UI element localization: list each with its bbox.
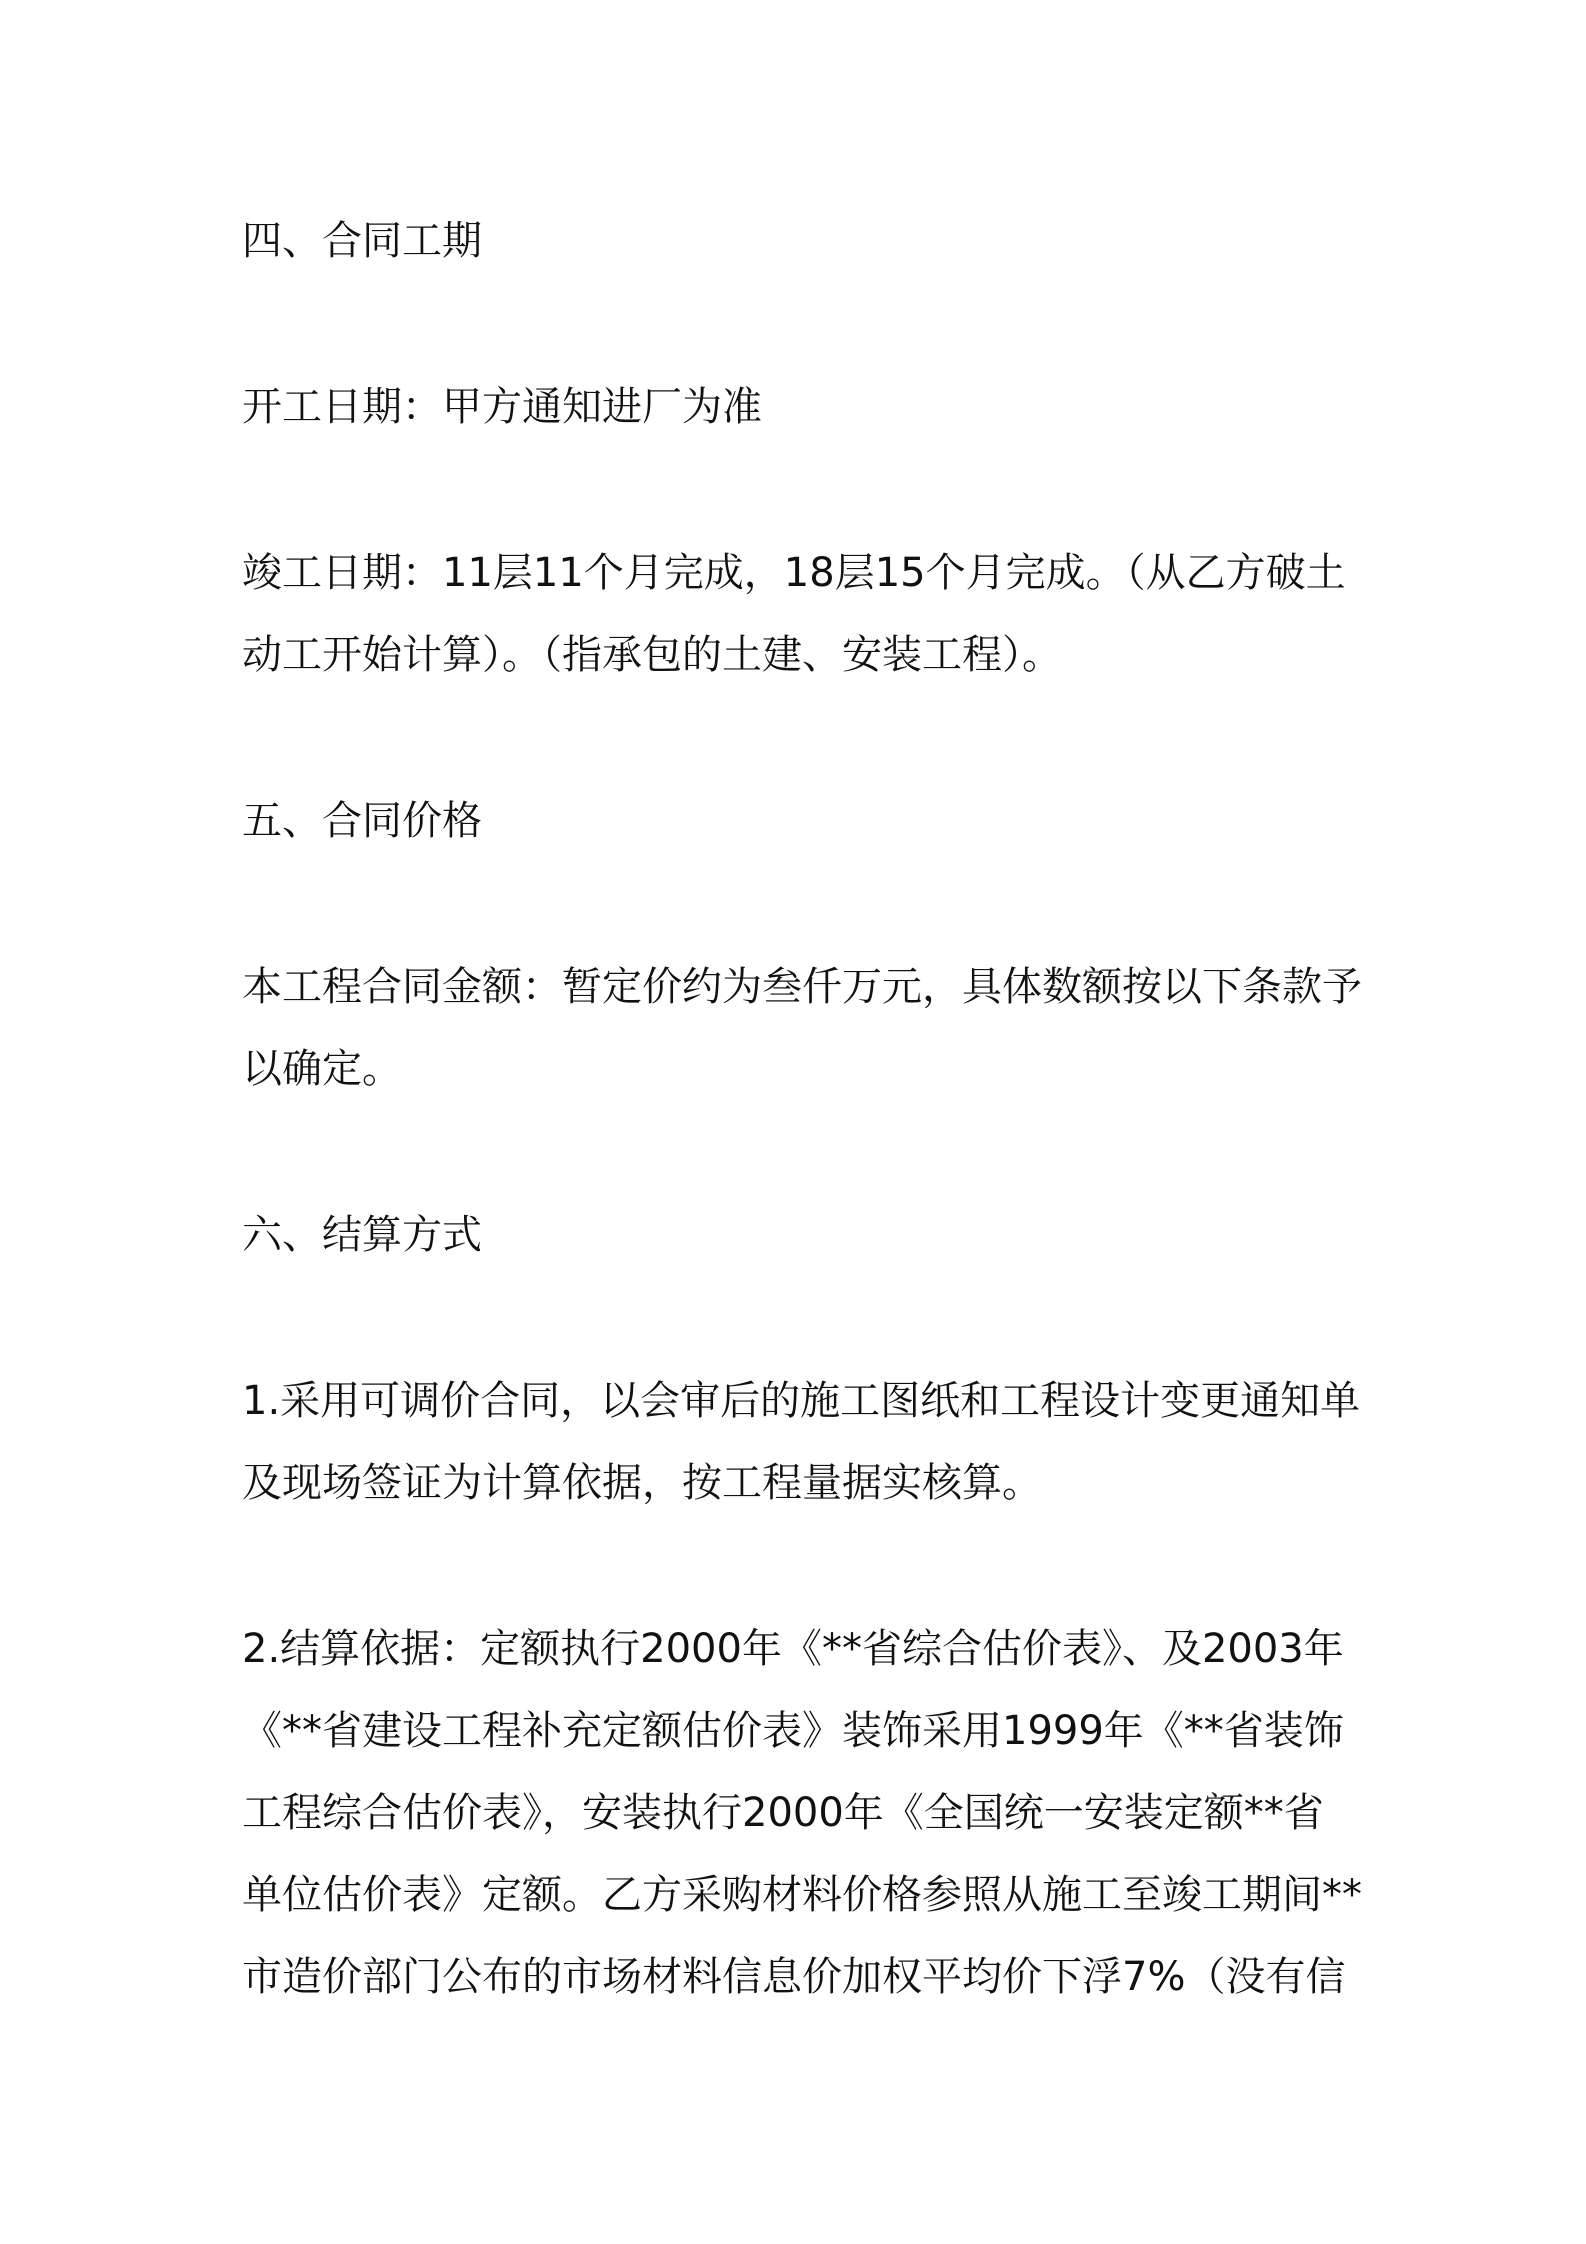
paragraph-start-date: 开工日期：甲方通知进厂为准 [242,384,762,430]
section-heading-construction-period: 四、合同工期 [242,218,482,264]
paragraph-completion-date: 竣工日期：11层11个月完成，18层15个月完成。（从乙方破土动工开始计算）。（指承包的土建、安装工程）。 [242,550,1346,678]
document-body [242,200,1362,2018]
section-heading-settlement-method: 六、结算方式 [242,1212,482,1258]
paragraph-settlement-item-2: 2.结算依据：定额执行2000年《**省综合估价表》、及2003年《**省建设工程补充定额估价表》装饰采用1999年《**省装饰工程综合估价表》，安装执行2000年《全国统一安装定额**省单位估价表》定额。乙方采购材料价格参照从施工至竣工期间**市造价部门公布的市场材料信息价加权平均价下浮7%（没有信 [242,1626,1362,2000]
paragraph-contract-amount: 本工程合同金额：暂定价约为叁仟万元，具体数额按以下条款予以确定。 [242,964,1362,1092]
paragraph-settlement-item-1: 1.采用可调价合同，以会审后的施工图纸和工程设计变更通知单及现场签证为计算依据，按工程量据实核算。 [242,1378,1361,1506]
section-heading-contract-price: 五、合同价格 [242,798,482,844]
